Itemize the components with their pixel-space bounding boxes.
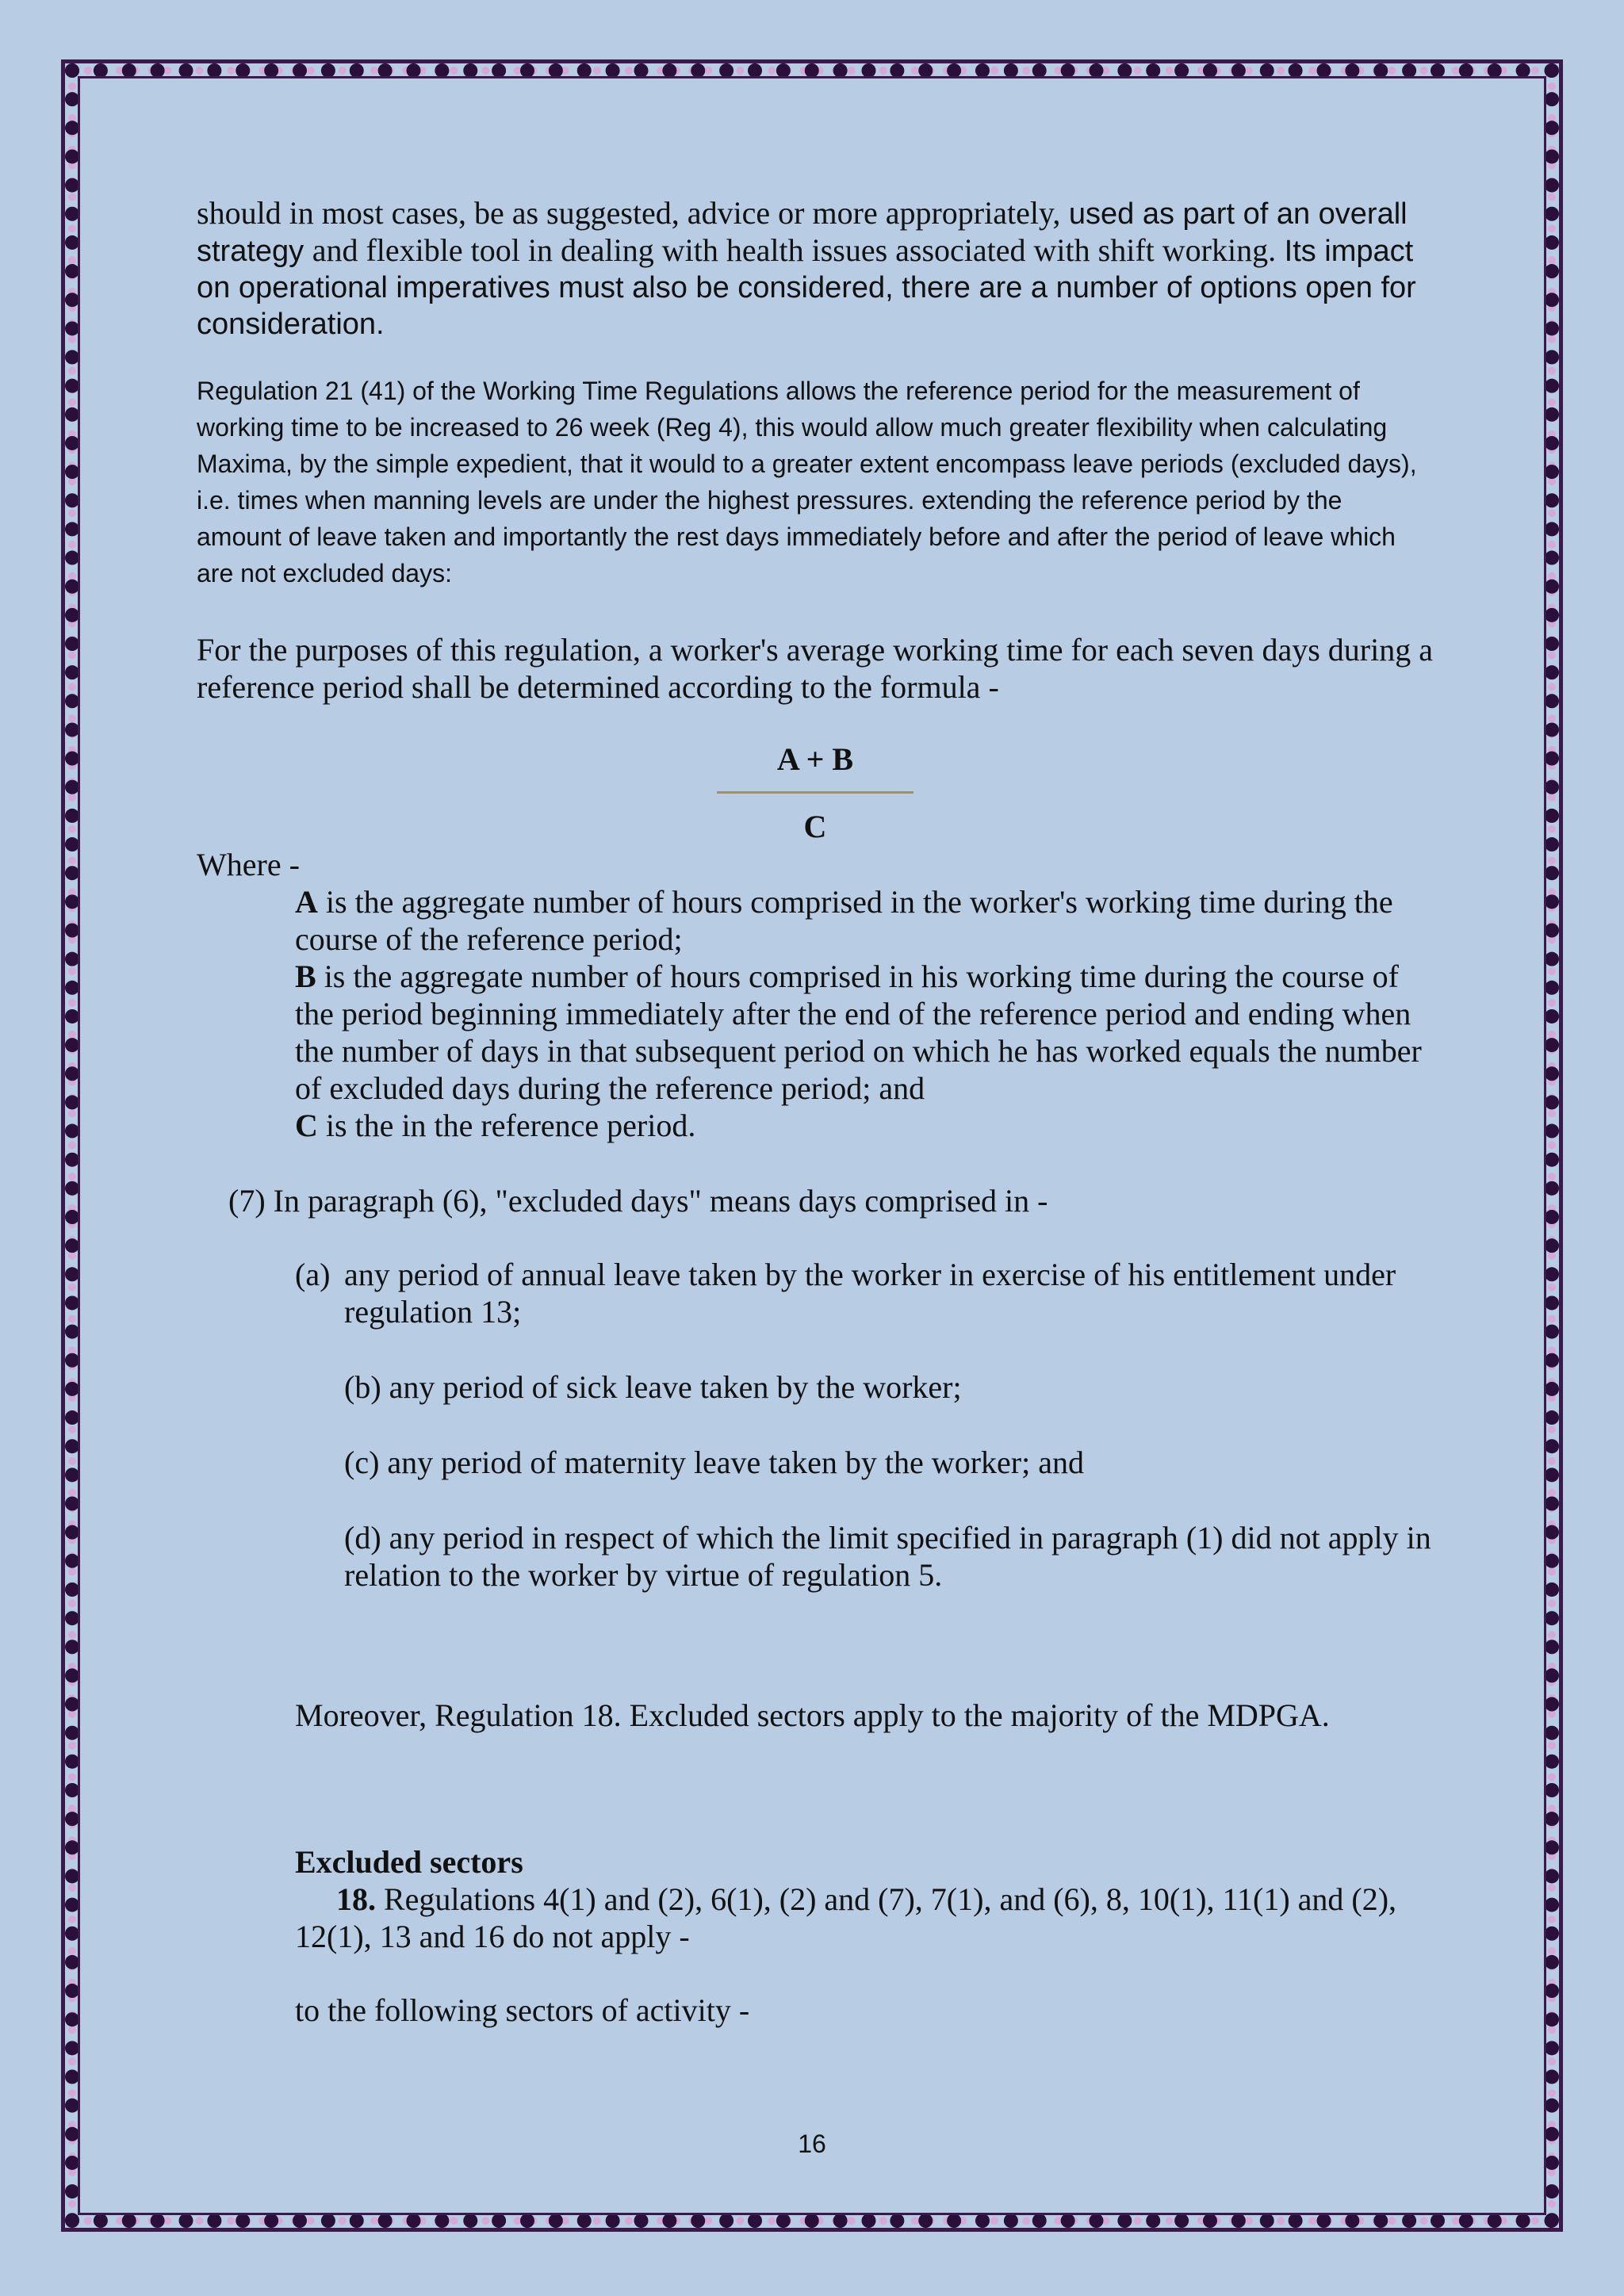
list-item-a (295, 1256, 1434, 1330)
definition-term: B (295, 959, 316, 994)
paragraph-purposes: For the purposes of this regulation, a worker's average working time for each seven days during a reference period shall be determined according to the formula - (197, 632, 1433, 705)
regulation-text: Regulations 4(1) and (2), 6(1), (2) and (7), 7(1), and (6), 8, 10(1), 11(1) and (2), 12(1), 13 and 16 do not apply - (295, 1881, 1397, 1954)
list-item-d: (d) any period in respect of which the limit specified in paragraph (1) did not apply in relation to the worker by virtue of regulation 5. (344, 1520, 1431, 1593)
formula-denominator: C (803, 809, 827, 844)
definition-term: A (295, 884, 318, 920)
paragraph-7: (7) In paragraph (6), "excluded days" means days comprised in - (228, 1183, 1048, 1219)
definition-text: is the aggregate number of hours comprised in his working time during the course of the period beginning immediately after the end of the reference period and ending when the number of days in that subsequent period on which he has worked equals the number of excluded days during the reference period; and (295, 959, 1422, 1106)
fraction-bar (717, 791, 914, 794)
where-label: Where - (197, 847, 300, 882)
paragraph-intro-part4: Its impact on operational imperatives must also be considered, there are a number of options open for consideration. (197, 235, 1416, 341)
page-number: 16 (798, 2130, 826, 2158)
definition-c (295, 1107, 1434, 1144)
definitions (295, 883, 1434, 1144)
paragraph-regulation-21: Regulation 21 (41) of the Working Time Regulations allows the reference period for the measurement of working time to be increased to 26 week (Reg 4), this would allow much greater flexibility when calculating Maxima, by the simple expedient, that it would to a greater extent encompass leave periods (excluded days), i.e. times when manning levels are under the highest pressures. extending the reference period by the amount of leave taken and importantly the rest days immediately before and after the period of leave which are not excluded days: (197, 377, 1417, 587)
excluded-days-list (295, 1256, 1434, 1594)
paragraph-intro (197, 195, 1434, 342)
paragraph-intro-part3: and flexible tool in dealing with health issues associated with shift working. (312, 232, 1277, 268)
paragraph-intro-part2: used as part of an overall strategy (197, 197, 1408, 268)
list-item-b: (b) any period of sick leave taken by the worker; (344, 1369, 962, 1405)
page-content (197, 195, 1434, 2029)
excluded-sectors-section (295, 1843, 1434, 2029)
definition-text: is the in the reference period. (317, 1108, 696, 1143)
definition-text: is the aggregate number of hours comprised in the worker's working time during the course of the reference period; (295, 884, 1393, 957)
section-heading (295, 1843, 1434, 1881)
list-item-label: (a) (295, 1257, 331, 1292)
definition-b (295, 958, 1434, 1107)
sectors-intro: to the following sectors of activity - (295, 1992, 750, 2028)
section-heading-text: Excluded sectors (295, 1844, 523, 1880)
formula-numerator: A + B (776, 741, 854, 777)
paragraph-intro-part1: should in most cases, be as suggested, advice or more appropriately, (197, 195, 1061, 231)
list-item-text: any period of annual leave taken by the worker in exercise of his entitlement under regulation 13; (344, 1257, 1396, 1330)
regulation-18 (295, 1881, 1434, 1955)
formula (197, 740, 1434, 846)
list-item-c: (c) any period of maternity leave taken by the worker; and (344, 1445, 1084, 1480)
definition-term: C (295, 1108, 318, 1143)
regulation-number: 18. (336, 1881, 376, 1917)
paragraph-moreover: Moreover, Regulation 18. Excluded sectors apply to the majority of the MDPGA. (295, 1697, 1330, 1733)
definition-a (295, 883, 1434, 958)
